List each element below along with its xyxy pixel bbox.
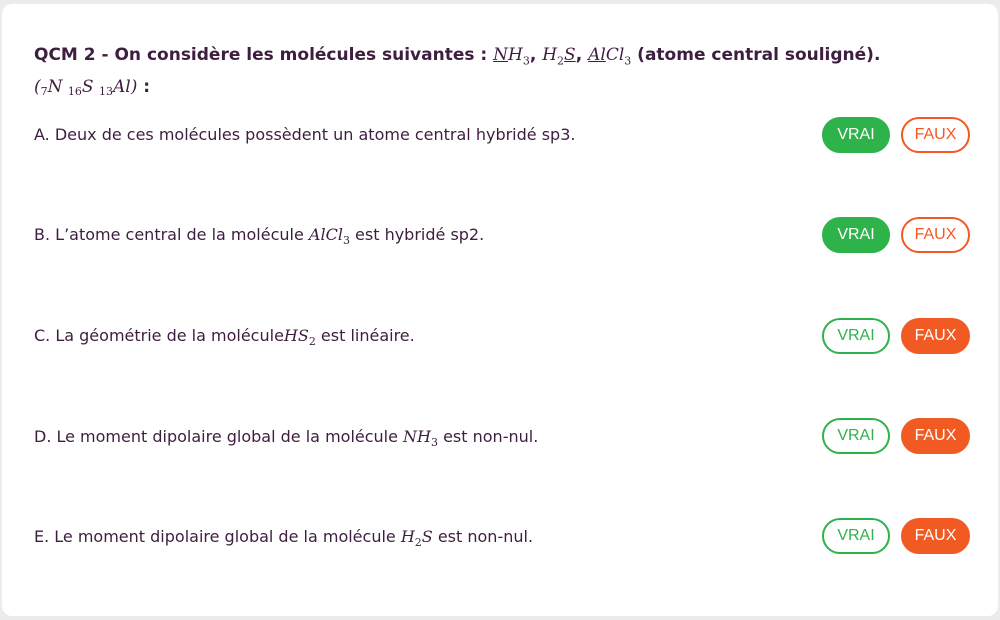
title-trail: (atome central souligné). <box>631 45 881 65</box>
question-a-vrai-button[interactable]: VRAI <box>822 117 890 153</box>
question-c-vrai-button[interactable]: VRAI <box>822 318 890 354</box>
question-e-faux-button[interactable]: FAUX <box>901 518 970 554</box>
question-e-formula: $H_2S$ <box>400 527 433 550</box>
question-d-suffix: est non-nul. <box>438 427 539 446</box>
question-a-faux-button[interactable]: FAUX <box>901 117 970 153</box>
question-card <box>2 4 998 616</box>
formula-nh3: $NH_3$ <box>493 45 530 68</box>
question-b-faux-button[interactable]: FAUX <box>901 217 970 253</box>
question-e-prefix: E. Le moment dipolaire global de la molécule <box>34 527 401 546</box>
question-c-prefix: C. La géométrie de la molécule <box>34 326 284 345</box>
atomic-numbers: (7N 16S 13Al) <box>34 77 138 99</box>
question-c-faux-button[interactable]: FAUX <box>901 318 970 354</box>
title-suffix: : <box>137 77 151 98</box>
question-b-vrai-button[interactable]: VRAI <box>822 217 890 253</box>
question-c-suffix: est linéaire. <box>315 326 415 345</box>
question-b-text <box>34 224 794 252</box>
question-d-text <box>34 426 794 454</box>
formula-h2s: $H_2S$ <box>542 45 576 68</box>
title-lead: QCM 2 - On considère les molécules suivantes : <box>34 45 494 65</box>
formula-alcl3: AlCl$_3$ <box>588 45 632 68</box>
question-a-text <box>34 124 794 146</box>
question-b-prefix: B. L’atome central de la molécule <box>34 225 309 244</box>
question-d-vrai-button[interactable]: VRAI <box>822 418 890 454</box>
question-d-faux-button[interactable]: FAUX <box>901 418 970 454</box>
question-e-suffix: est non-nul. <box>432 527 534 546</box>
question-b-formula: AlCl$_3$ <box>308 225 350 248</box>
question-c-text <box>34 325 794 353</box>
question-c-formula: $HS_2$ <box>283 326 316 349</box>
question-b-suffix: est hybridé sp2. <box>349 225 485 244</box>
question-d-formula: $NH_3$ <box>403 427 438 450</box>
question-a-prefix: A. Deux de ces molécules possèdent un atome central hybridé sp3. <box>34 125 576 144</box>
question-e-vrai-button[interactable]: VRAI <box>822 518 890 554</box>
question-title: QCM 2 - On considère les molécules suivantes : $NH_3$, $H_2S$, AlCl$_3$ (atome central souligné). (7N 16S 13Al) : <box>34 45 881 99</box>
question-e-text <box>34 526 794 554</box>
question-d-prefix: D. Le moment dipolaire global de la molécule <box>34 427 404 446</box>
